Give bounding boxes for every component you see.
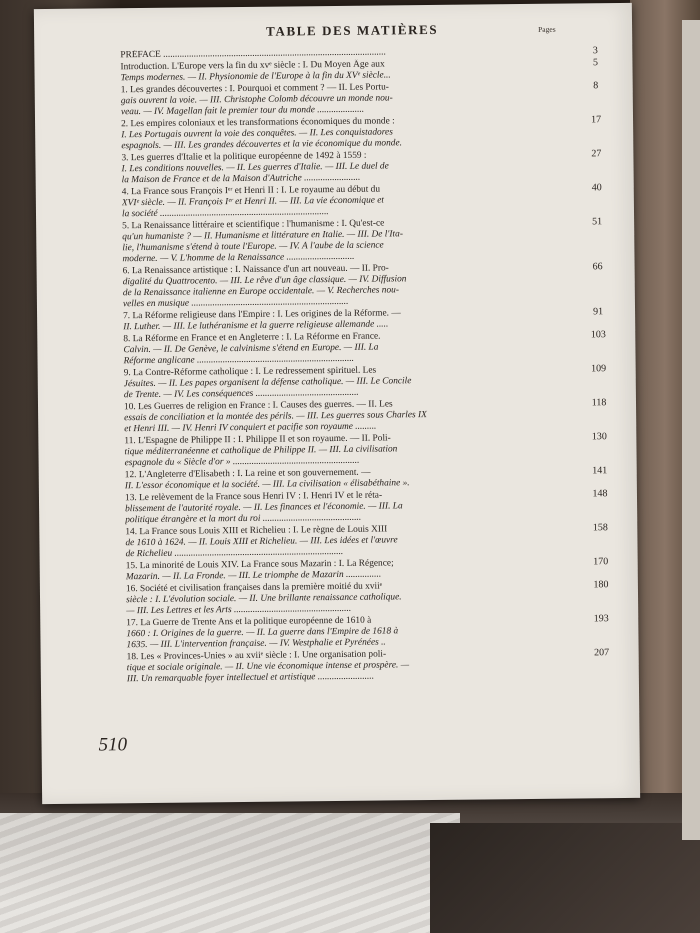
- toc-entry-line: 18. Les « Provinces-Unies » au xviiᵉ siècle : I. Une organisation poli-: [126, 649, 387, 663]
- toc-entry-line: velles en musique ...................................................................: [122, 296, 349, 310]
- dark-fabric: [430, 823, 700, 933]
- toc-entry: [121, 182, 602, 221]
- toc-entry-line: politique étrangère et la mort du roi ..........................................: [125, 512, 362, 526]
- toc-entry: [125, 522, 608, 561]
- toc-entry-line: I. Les conditions nouvelles. — II. Les guerres d'Italie. — III. Le duel de: [121, 161, 389, 175]
- toc-page-number: 170: [593, 556, 609, 568]
- toc-entry-line: 8. La Réforme en France et en Angleterre : I. La Réforme en France.: [123, 331, 381, 345]
- pages-column-label: Pages: [538, 24, 556, 34]
- toc-page-number: 141: [592, 465, 608, 477]
- toc-entry-line: 10. Les Guerres de religion en France : I. Causes des guerres. — II. Les: [123, 399, 393, 413]
- toc-entry-line: 4. La France sous François Iᵉʳ et Henri II : I. Le royaume au début du: [121, 184, 381, 198]
- toc-entry-line: 7. La Réforme religieuse dans l'Empire : I. Les origines de la Réforme. —: [123, 308, 401, 322]
- toc-entry-line: la société ........................................................................: [121, 207, 329, 220]
- toc-entry: [124, 431, 607, 470]
- toc-page-number: 51: [592, 216, 603, 228]
- toc-page-number: 109: [591, 363, 607, 375]
- toc-entry-line: 5. La Renaissance littéraire et scientifique : l'humanisme : I. Qu'est-ce: [122, 218, 385, 232]
- toc-entry: [120, 80, 599, 119]
- toc-entry-line: Introduction. L'Europe vers la fin du xvᵉ siècle : I. Du Moyen Âge aux: [120, 59, 385, 73]
- toc-page-number: 158: [592, 522, 608, 534]
- book-page: [34, 3, 640, 804]
- toc-entry: [123, 306, 604, 334]
- toc-entry-line: la Maison de France et de la Maison d'Autriche ........................: [121, 172, 361, 186]
- toc-entry-line: 1660 : I. Origines de la guerre. — II. La guerre dans l'Empire de 1618 à: [126, 626, 399, 640]
- toc-entry: [125, 579, 609, 618]
- toc-entry: [122, 216, 603, 266]
- toc-entry: [126, 647, 610, 686]
- toc-entry: [123, 397, 607, 436]
- toc-entry: [124, 465, 608, 493]
- toc-entry-line: lie, l'humanisme s'étend à toute l'Europe. — IV. À l'aube de la science: [122, 240, 384, 254]
- toc-entry-line: tique méditerranéenne et catholique de Philippe II. — III. La civilisation: [124, 444, 398, 458]
- toc-page-number: 180: [593, 579, 609, 591]
- toc-entry-line: moderne. — V. L'homme de la Renaissance .............................: [122, 251, 355, 265]
- toc-entry-line: siècle : I. L'évolution sociale. — II. Une brillante renaissance catholique.: [125, 592, 402, 606]
- toc-page-number: 118: [591, 397, 607, 409]
- toc-entry-line: XVIᵉ siècle. — II. François Iᵉʳ et Henri II. — III. La vie économique et: [121, 195, 385, 209]
- toc-entry-line: de Richelieu ........................................................................: [125, 546, 344, 560]
- toc-entry-line: 1. Les grandes découvertes : I. Pourquoi et comment ? — II. Les Portu-: [120, 82, 389, 96]
- toc-entry-line: gais ouvrent la voie. — III. Christophe Colomb découvre un monde nou-: [120, 93, 393, 107]
- toc-entry-line: Calvin. — II. De Genève, le calvinisme s'étend en Europe. — III. La: [123, 342, 379, 356]
- toc-entry: [124, 488, 608, 527]
- toc-page-number: 148: [592, 488, 608, 500]
- cloth: [0, 813, 460, 933]
- toc-page-number: 193: [593, 613, 609, 625]
- toc-entry-line: blissement de l'autorité royale. — II. Les finances et l'économie. — III. La: [125, 501, 403, 515]
- toc-page-number: 8: [593, 80, 599, 92]
- toc-entry-line: 13. Le relèvement de la France sous Henri IV : I. Henri IV et le réta-: [124, 490, 383, 504]
- toc-entry: [120, 57, 599, 85]
- toc-entry-line: de la Renaissance italienne en Europe occidentale. — V. Recherches nou-: [122, 285, 400, 299]
- toc-page-number: 17: [590, 114, 602, 126]
- toc-page-number: 3: [592, 45, 598, 57]
- toc-entry: [121, 114, 602, 153]
- toc-page-number: 66: [592, 261, 603, 273]
- toc-entry-line: 6. La Renaissance artistique : I. Naissance d'un art nouveau. — II. Pro-: [122, 263, 389, 277]
- toc-entry-line: II. L'essor économique et la société. — III. La civilisation « élisabéthaine ».: [124, 478, 410, 492]
- toc-entry: [123, 363, 607, 402]
- toc-entry-line: essais de conciliation et la montée des périls. — III. Les guerres sous Charles IX: [124, 410, 427, 424]
- toc-entry-line: 16. Société et civilisation françaises dans la première moitié du xviiᵉ: [125, 581, 383, 595]
- toc-entry-line: et Henri III. — IV. Henri IV conquiert et pacifie son royaume .........: [124, 421, 377, 435]
- toc-entry: [123, 329, 606, 368]
- page-title: TABLE DES MATIÈRES: [266, 21, 439, 39]
- toc-entry-line: 15. La minorité de Louis XIV. La France sous Mazarin : I. La Régence;: [125, 558, 394, 572]
- toc-entry: [125, 556, 609, 584]
- toc-entry-line: 9. La Contre-Réforme catholique : I. Le redressement spirituel. Les: [123, 365, 377, 379]
- toc-entry: [121, 148, 602, 187]
- toc-page-number: 40: [591, 182, 602, 194]
- toc-entry-line: Temps modernes. — II. Physionomie de l'Europe à la fin du XVᵉ siècle...: [120, 70, 391, 84]
- toc-entry-line: tique et sociale originale. — II. Une vie économique intense et prospère. —: [126, 660, 410, 674]
- toc-entry-line: digalité du Quattrocento. — III. Le rêve d'un âge classique. — IV. Diffusion: [122, 274, 407, 288]
- toc-entry-line: I. Les Portugais ouvrent la voie des conquêtes. — II. Les conquistadores: [121, 127, 393, 141]
- toc-entry-line: 3. Les guerres d'Italie et la politique européenne de 1492 à 1559 :: [121, 150, 367, 164]
- toc-entry-line: qu'un humaniste ? — II. Humanisme et littérature en Italie. — III. De l'Ita-: [122, 229, 403, 243]
- toc-entry-line: Jésuites. — II. Les papes organisent la défense catholique. — III. Le Concile: [123, 376, 412, 390]
- facing-page-edge: [682, 20, 700, 840]
- toc-page-number: 27: [591, 148, 602, 160]
- toc-page-number: 207: [594, 647, 610, 659]
- toc-entry-line: II. Luther. — III. Le luthéranisme et la guerre religieuse allemande .....: [123, 319, 389, 333]
- toc-page-number: 91: [592, 306, 604, 318]
- toc-entry-line: de 1610 à 1624. — II. Louis XIII et Richelieu. — III. Les idées et l'œuvre: [125, 535, 398, 549]
- toc-entry-line: espagnols. — III. Les grandes découvertes et la vie économique du monde.: [121, 138, 403, 152]
- toc-entry-line: veau. — IV. Magellan fait le premier tour du monde ....................: [120, 104, 365, 118]
- toc-page-number: 130: [591, 431, 607, 443]
- toc-entry-line: Mazarin. — II. La Fronde. — III. Le triomphe de Mazarin ...............: [125, 569, 382, 583]
- table-of-contents: [120, 45, 610, 687]
- toc-entry-line: espagnole du « Siècle d'or » ......................................................: [124, 455, 360, 469]
- toc-entry-line: Réforme anglicane ...................................................................: [123, 353, 355, 367]
- toc-entry-line: de Trente. — IV. Les conséquences ............................................: [123, 387, 359, 401]
- toc-entry-line: PRÉFACE ...............................................................................................: [120, 47, 386, 61]
- toc-entry-line: III. Un remarquable foyer intellectuel et artistique ........................: [126, 671, 375, 685]
- toc-entry-line: 1635. — III. L'intervention française. — IV. Westphalie et Pyrénées ..: [126, 637, 386, 651]
- toc-page-number: 5: [592, 57, 599, 69]
- toc-entry-line: 14. La France sous Louis XIII et Richelieu : I. Le règne de Louis XIII: [125, 524, 388, 538]
- toc-entry: [126, 613, 609, 652]
- page-number: 510: [98, 734, 128, 756]
- toc-entry-line: 17. La Guerre de Trente Ans et la politique européenne de 1610 à: [126, 615, 372, 629]
- toc-entry-line: 2. Les empires coloniaux et les transformations économiques du monde :: [121, 116, 395, 130]
- toc-entry: [122, 261, 603, 311]
- toc-page-number: 103: [590, 329, 606, 341]
- toc-entry-line: 11. L'Espagne de Philippe II : I. Philippe II et son royaume. — II. Poli-: [124, 433, 391, 447]
- toc-entry-line: 12. L'Angleterre d'Elisabeth : I. La reine et son gouvernement. —: [124, 467, 371, 481]
- toc-entry-line: — III. Les Lettres et les Arts ..................................................: [126, 603, 352, 617]
